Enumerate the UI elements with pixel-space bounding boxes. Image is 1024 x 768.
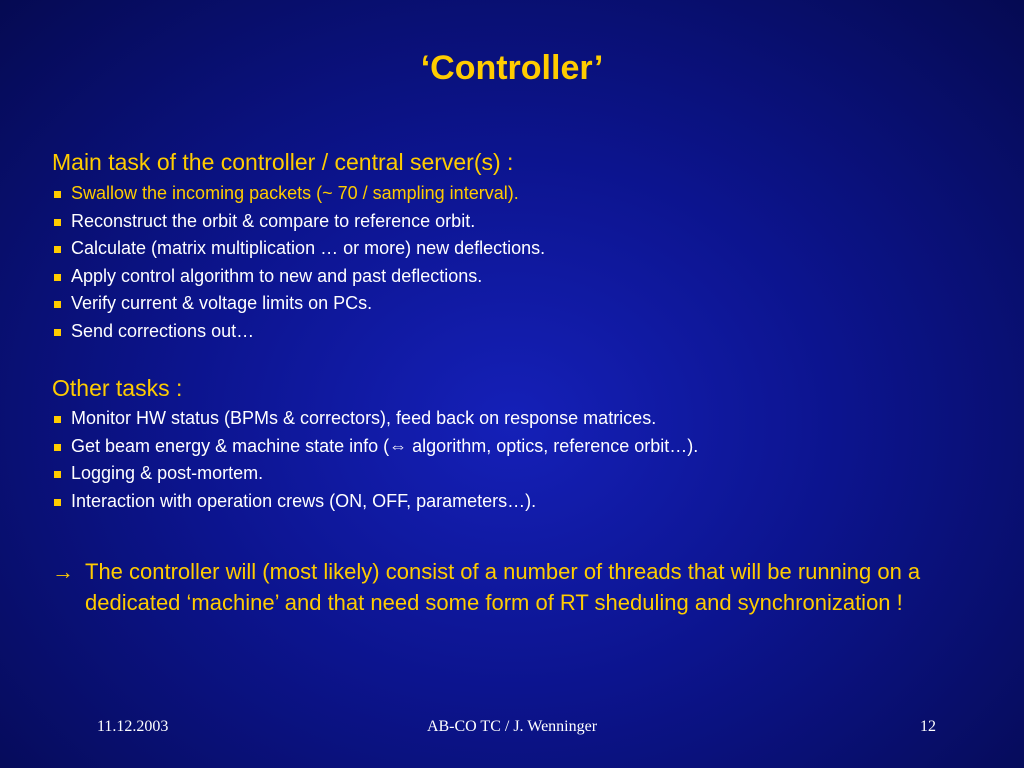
list-item xyxy=(52,460,698,488)
square-bullet-icon xyxy=(54,274,61,281)
list-item-text: Logging & post-mortem. xyxy=(71,463,264,483)
square-bullet-icon xyxy=(54,219,61,226)
list-item-text: Verify current & voltage limits on PCs. xyxy=(71,293,373,313)
list-item xyxy=(52,290,545,318)
list-item xyxy=(52,263,545,291)
list-item xyxy=(52,235,545,263)
square-bullet-icon xyxy=(54,499,61,506)
list-item xyxy=(52,405,698,433)
conclusion-text: The controller will (most likely) consist of a number of threads that will be running on a dedicated ‘machine’ and that need some form of RT sheduling and synchronization ! xyxy=(85,559,921,615)
list-item-text: Interaction with operation crews (ON, OFF, parameters…). xyxy=(71,490,537,511)
list-item xyxy=(52,208,545,236)
right-arrow-icon: → xyxy=(52,559,74,584)
main-task-list xyxy=(52,180,545,345)
square-bullet-icon xyxy=(54,246,61,253)
footer-author: AB-CO TC / J. Wenninger xyxy=(426,718,598,735)
square-bullet-icon xyxy=(54,471,61,478)
square-bullet-icon xyxy=(54,301,61,308)
square-bullet-icon xyxy=(54,444,61,451)
footer-date: 11.12.2003 xyxy=(97,718,169,735)
page-number: 12 xyxy=(920,718,936,735)
square-bullet-icon xyxy=(54,191,61,198)
list-item-text: Monitor HW status (BPMs & correctors), feed back on response matrices. xyxy=(71,408,657,428)
list-item xyxy=(52,180,545,208)
list-item-text: Get beam energy & machine state info (⇔ algorithm, optics, reference orbit…). xyxy=(71,435,699,456)
list-item-text: Apply control algorithm to new and past deflections. xyxy=(71,265,483,286)
list-item-text: Send corrections out… xyxy=(71,320,255,341)
conclusion-paragraph xyxy=(52,556,952,618)
main-task-heading: Main task of the controller / central server(s) : xyxy=(52,149,514,175)
list-item-text: Reconstruct the orbit & compare to reference orbit. xyxy=(71,210,476,231)
square-bullet-icon xyxy=(54,329,61,336)
list-item-text: Swallow the incoming packets (~ 70 / sampling interval). xyxy=(71,183,519,203)
slide-title: ‘Controller’ xyxy=(420,49,604,87)
square-bullet-icon xyxy=(54,416,61,423)
other-tasks-list xyxy=(52,405,698,515)
list-item xyxy=(52,488,698,516)
other-tasks-heading: Other tasks : xyxy=(52,375,183,401)
list-item-text: Calculate (matrix multiplication … or more) new deflections. xyxy=(71,238,546,258)
list-item xyxy=(52,318,545,346)
list-item xyxy=(52,433,698,461)
